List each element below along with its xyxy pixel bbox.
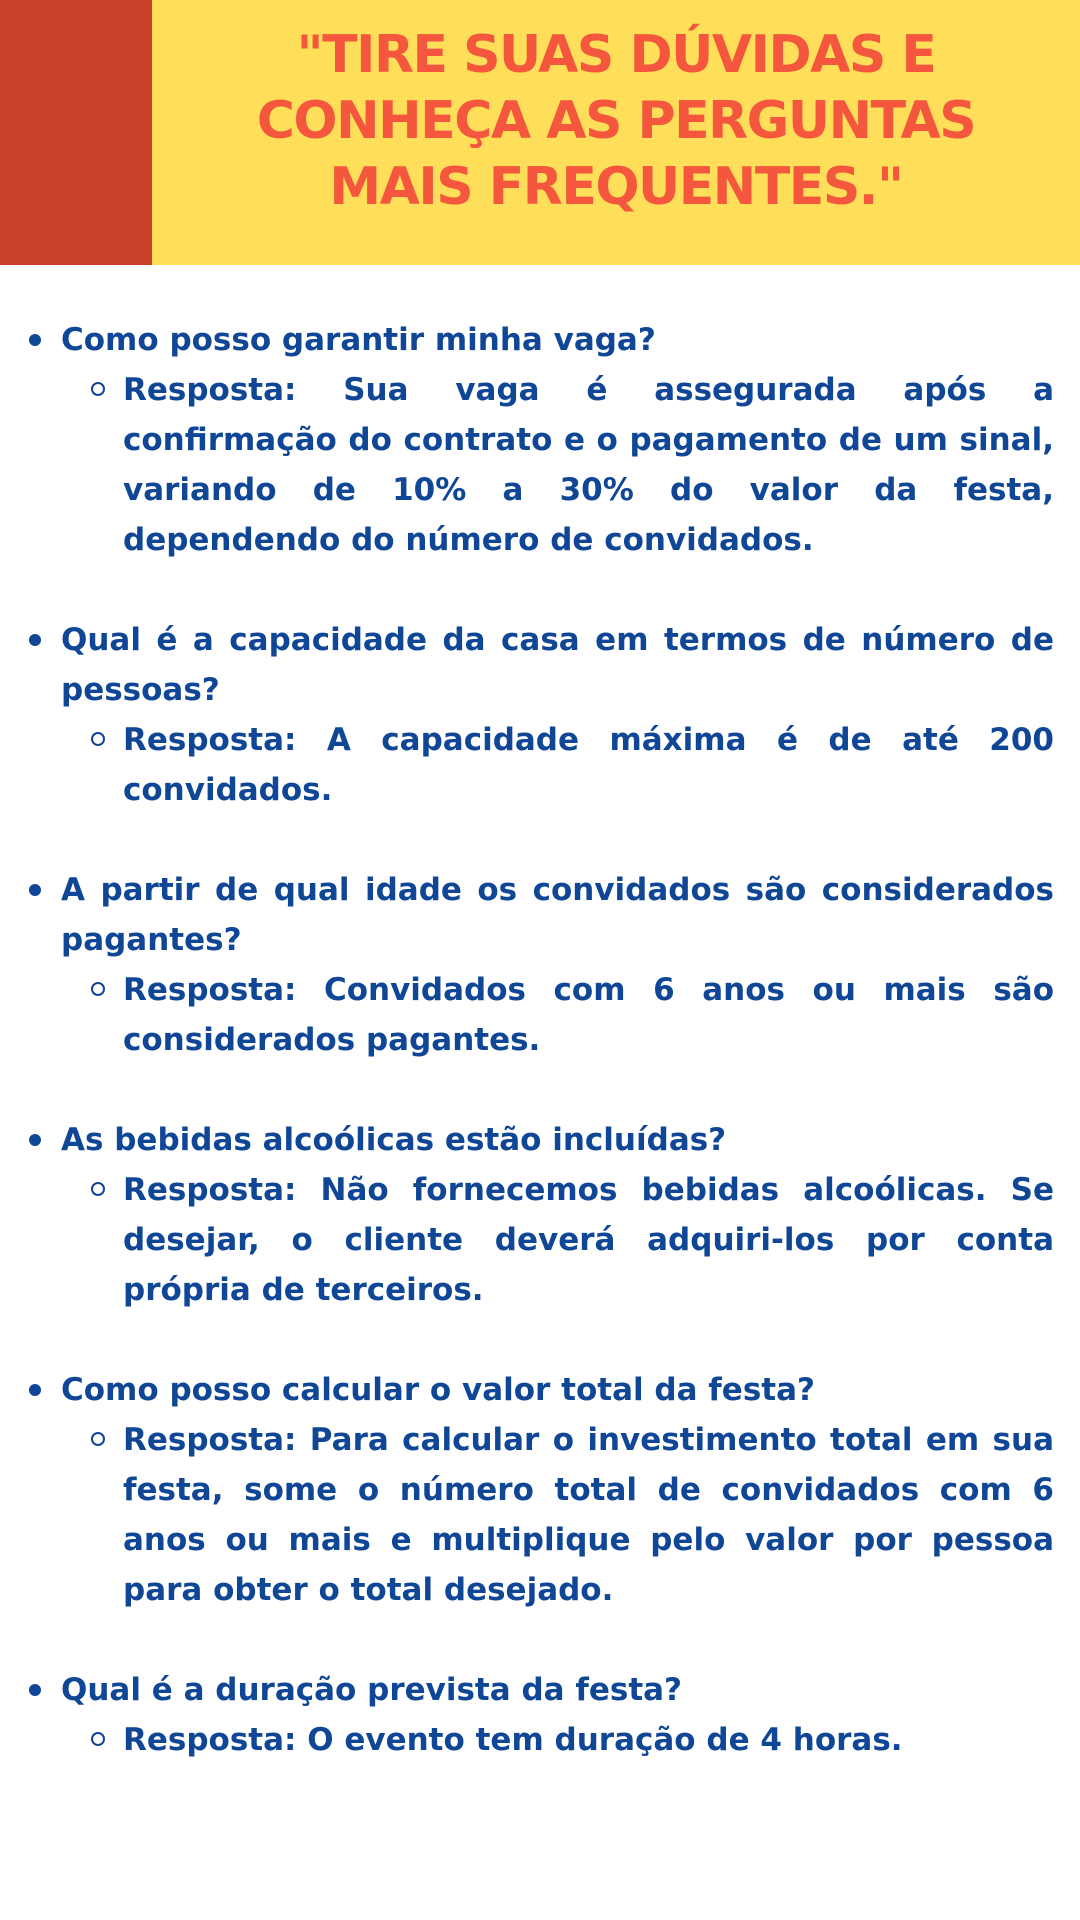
faq-question: A partir de qual idade os convidados são considerados pagantes? bbox=[61, 872, 1054, 958]
hollow-bullet-icon bbox=[91, 982, 105, 996]
faq-item bbox=[0, 1665, 1080, 1765]
faq-item bbox=[0, 1365, 1080, 1615]
faq-answer-row bbox=[61, 965, 1054, 1065]
faq-question: As bebidas alcoólicas estão incluídas? bbox=[61, 1122, 727, 1158]
bullet-icon bbox=[29, 334, 41, 346]
bullet-icon bbox=[29, 1134, 41, 1146]
faq-question: Qual é a duração prevista da festa? bbox=[61, 1672, 683, 1708]
faq-answer-row bbox=[61, 365, 1054, 565]
faq-list bbox=[0, 315, 1080, 1765]
faq-answer-row bbox=[61, 1165, 1054, 1315]
faq-question: Como posso garantir minha vaga? bbox=[61, 322, 656, 358]
faq-question: Como posso calcular o valor total da festa? bbox=[61, 1372, 815, 1408]
header-banner bbox=[0, 0, 1080, 265]
hollow-bullet-icon bbox=[91, 1732, 105, 1746]
bullet-icon bbox=[29, 634, 41, 646]
faq-answer: Resposta: Para calcular o investimento total em sua festa, some o número total de convidados com 6 anos ou mais e multiplique pelo valor por pessoa para obter o total desejado. bbox=[123, 1422, 1054, 1608]
faq-answer: Resposta: Convidados com 6 anos ou mais são considerados pagantes. bbox=[123, 972, 1054, 1058]
hollow-bullet-icon bbox=[91, 1432, 105, 1446]
faq-item bbox=[0, 865, 1080, 1065]
faq-answer-row bbox=[61, 1415, 1054, 1615]
bullet-icon bbox=[29, 884, 41, 896]
faq-item bbox=[0, 615, 1080, 815]
faq-answer: Resposta: A capacidade máxima é de até 200 convidados. bbox=[123, 722, 1054, 808]
hollow-bullet-icon bbox=[91, 382, 105, 396]
faq-answer: Resposta: Não fornecemos bebidas alcoólicas. Se desejar, o cliente deverá adquiri-los por conta própria de terceiros. bbox=[123, 1172, 1054, 1308]
faq-item bbox=[0, 315, 1080, 565]
hollow-bullet-icon bbox=[91, 1182, 105, 1196]
faq-answer-row bbox=[61, 1715, 1054, 1765]
accent-block bbox=[0, 0, 152, 265]
faq-answer: Resposta: Sua vaga é assegurada após a confirmação do contrato e o pagamento de um sinal, variando de 10% a 30% do valor da festa, dependendo do número de convidados. bbox=[123, 372, 1054, 558]
faq-item bbox=[0, 1115, 1080, 1315]
page-title: "TIRE SUAS DÚVIDAS E CONHEÇA AS PERGUNTAS MAIS FREQUENTES." bbox=[256, 25, 976, 217]
bullet-icon bbox=[29, 1384, 41, 1396]
hollow-bullet-icon bbox=[91, 732, 105, 746]
faq-question: Qual é a capacidade da casa em termos de número de pessoas? bbox=[61, 622, 1054, 708]
bullet-icon bbox=[29, 1684, 41, 1696]
faq-answer: Resposta: O evento tem duração de 4 horas. bbox=[123, 1722, 903, 1758]
faq-answer-row bbox=[61, 715, 1054, 815]
